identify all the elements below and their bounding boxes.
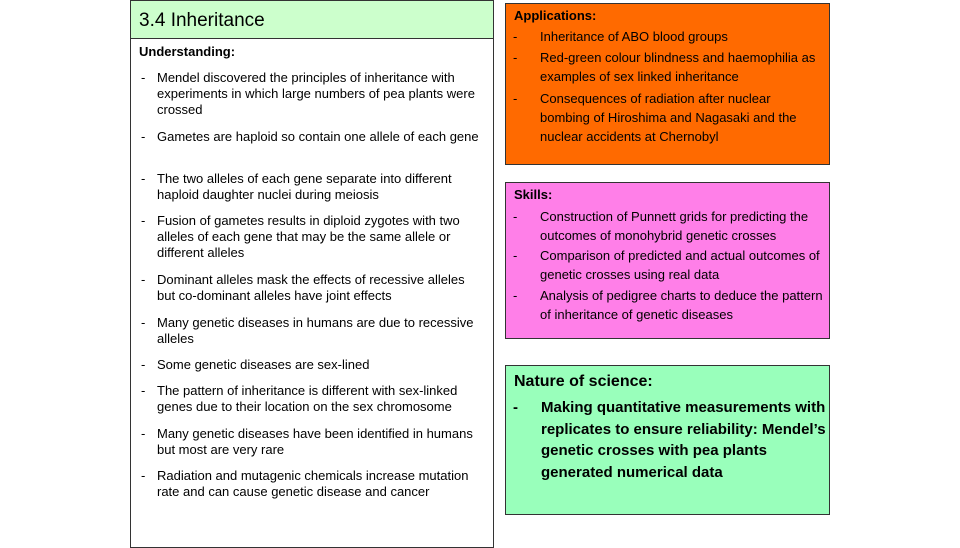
dash-bullet: - bbox=[141, 383, 146, 398]
dash-bullet: - bbox=[141, 357, 146, 372]
applications-item-text: Inheritance of ABO blood groups bbox=[540, 29, 728, 44]
applications-item-text: Consequences of radiation after nuclear bombing of Hiroshima and Nagasaki and the nuclear accidents at Chernobyl bbox=[540, 91, 797, 144]
nature-of-science-item-text: Making quantitative measurements with replicates to ensure reliability: Mendel’s genetic crosses with pea plants generated numerical data bbox=[541, 399, 826, 481]
dash-bullet: - bbox=[513, 288, 518, 303]
understanding-item bbox=[141, 129, 486, 145]
dash-bullet: - bbox=[513, 50, 518, 65]
dash-bullet: - bbox=[141, 468, 146, 483]
dash-bullet: - bbox=[141, 426, 146, 441]
dash-bullet: - bbox=[513, 91, 518, 106]
understanding-item-text: The pattern of inheritance is different with sex-linked genes due to their location on the sex chromosome bbox=[157, 383, 458, 414]
applications-box bbox=[505, 3, 830, 165]
understanding-item-text: Gametes are haploid so contain one allele of each gene bbox=[157, 129, 479, 144]
understanding-item-text: Mendel discovered the principles of inheritance with experiments in which large numbers of pea plants were crossed bbox=[157, 70, 475, 117]
applications-item bbox=[511, 27, 823, 46]
skills-item-text: Comparison of predicted and actual outcomes of genetic crosses using real data bbox=[540, 248, 820, 282]
skills-box bbox=[505, 182, 830, 339]
understanding-item bbox=[141, 357, 486, 373]
title-box bbox=[130, 0, 494, 38]
page-title: 3.4 Inheritance bbox=[139, 10, 265, 31]
dash-bullet: - bbox=[141, 129, 146, 144]
understanding-item bbox=[141, 171, 486, 203]
applications-item-text: Red-green colour blindness and haemophilia as examples of sex linked inheritance bbox=[540, 50, 816, 84]
dash-bullet: - bbox=[141, 171, 146, 186]
dash-bullet: - bbox=[141, 272, 146, 287]
understanding-item-text: Many genetic diseases in humans are due to recessive alleles bbox=[157, 315, 474, 346]
nature-of-science-heading: Nature of science: bbox=[514, 373, 653, 390]
understanding-item bbox=[141, 468, 486, 500]
understanding-box bbox=[130, 38, 494, 548]
applications-heading: Applications: bbox=[514, 8, 597, 23]
understanding-item-text: Radiation and mutagenic chemicals increase mutation rate and can cause genetic disease and cancer bbox=[157, 468, 469, 499]
understanding-item-text: The two alleles of each gene separate into different haploid daughter nuclei during meiosis bbox=[157, 171, 452, 202]
skills-heading: Skills: bbox=[514, 187, 553, 202]
understanding-item-text: Some genetic diseases are sex-lined bbox=[157, 357, 370, 372]
dash-bullet: - bbox=[141, 315, 146, 330]
understanding-item bbox=[141, 383, 486, 415]
applications-item bbox=[511, 48, 823, 86]
skills-item bbox=[511, 286, 823, 324]
dash-bullet: - bbox=[141, 213, 146, 228]
dash-bullet: - bbox=[513, 248, 518, 263]
understanding-item bbox=[141, 272, 486, 304]
skills-item-text: Analysis of pedigree charts to deduce the pattern of inheritance of genetic diseases bbox=[540, 288, 823, 322]
understanding-item bbox=[141, 213, 486, 261]
dash-bullet: - bbox=[513, 209, 518, 224]
dash-bullet: - bbox=[513, 399, 518, 416]
applications-item bbox=[511, 89, 823, 146]
understanding-item bbox=[141, 70, 486, 118]
skills-item-text: Construction of Punnett grids for predicting the outcomes of monohybrid genetic crosses bbox=[540, 209, 809, 243]
understanding-item bbox=[141, 426, 486, 458]
understanding-heading: Understanding: bbox=[139, 44, 236, 59]
understanding-item-text: Dominant alleles mask the effects of recessive alleles but co-dominant alleles have joint effects bbox=[157, 272, 465, 303]
understanding-item-text: Many genetic diseases have been identified in humans but most are very rare bbox=[157, 426, 473, 457]
dash-bullet: - bbox=[513, 29, 518, 44]
understanding-item bbox=[141, 315, 486, 347]
nature-of-science-item bbox=[511, 397, 826, 483]
skills-item bbox=[511, 246, 823, 284]
skills-item bbox=[511, 207, 823, 245]
nature-of-science-box bbox=[505, 365, 830, 515]
understanding-item-text: Fusion of gametes results in diploid zygotes with two alleles of each gene that may be the same allele or different alleles bbox=[157, 213, 460, 260]
dash-bullet: - bbox=[141, 70, 146, 85]
